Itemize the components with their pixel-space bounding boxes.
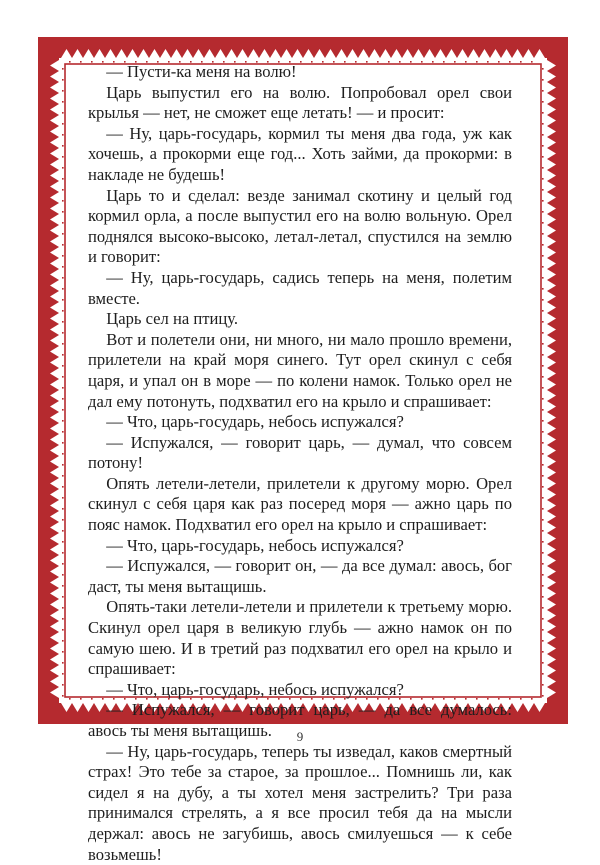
paragraph: — Испужался, — говорит царь, — думал, что совсем потону! xyxy=(88,432,512,473)
paragraph: — Ну, царь-государь, теперь ты изведал, каков смертный страх! Это тебе за старое, за прошлое... Помнишь ли, как сидел я на дубу, а ты хотел меня застрелить? Три раза принимался стрелять, а я все просил тебя да на мысли держал: авось не загубишь, авось смилуешься — к себе возьмешь! xyxy=(88,741,512,864)
paragraph: Опять-таки летели-летели и прилетели к третьему морю. Скинул орел царя в великую глубь — ажно намок он по самую шею. И в третий раз подхватил его орел на крыло и спрашивает: xyxy=(88,597,512,679)
paragraph: — Что, царь-государь, небось испужался? xyxy=(106,679,404,699)
paragraph: Царь сел на птицу. xyxy=(106,309,239,329)
paragraph: — Испужался, — говорит царь, — да все думалось: авось ты меня вытащишь. xyxy=(88,700,512,740)
paragraph: Опять летели-летели, прилетели к другому морю. Орел скинул с себя царя как раз посеред моря — ажно царь по пояс намок. Подхватил его орел на крыло и спрашивает: xyxy=(88,473,512,535)
paragraph: Царь выпустил его на волю. Попробовал орел свои крылья — нет, не сможет еще летать! — и просит: xyxy=(88,82,512,123)
paragraph: — Пусти-ка меня на волю! xyxy=(106,62,297,81)
page-number: 9 xyxy=(296,729,304,744)
paragraph: Царь то и сделал: везде занимал скотину и целый год кормил орла, а после выпустил его на волю вольную. Орел поднялся высоко-высоко, летал-летал, спустился на землю и говорит: xyxy=(88,185,512,267)
paragraph: — Что, царь-государь, небось испужался? xyxy=(106,412,404,432)
paragraph: — Испужался, — говорит он, — да все думал: авось, бог даст, ты меня вытащишь. xyxy=(88,556,512,596)
paragraph: — Что, царь-государь, небось испужался? xyxy=(106,535,404,555)
paragraph: — Ну, царь-государь, садись теперь на меня, полетим вместе. xyxy=(88,267,512,308)
paragraph: — Ну, царь-государь, кормил ты меня два года, уж как хочешь, а прокорми еще год... Хоть займи, да прокорми: в накладе не будешь! xyxy=(88,123,512,184)
paragraph: Вот и полетели они, ни много, ни мало прошло времени, прилетели на край моря синего. Тут орел скинул с себя царя, и упал он в море — по колени намок. Только орел не дал ему потонуть, подхватил его на крыло и спрашивает: xyxy=(88,329,512,411)
